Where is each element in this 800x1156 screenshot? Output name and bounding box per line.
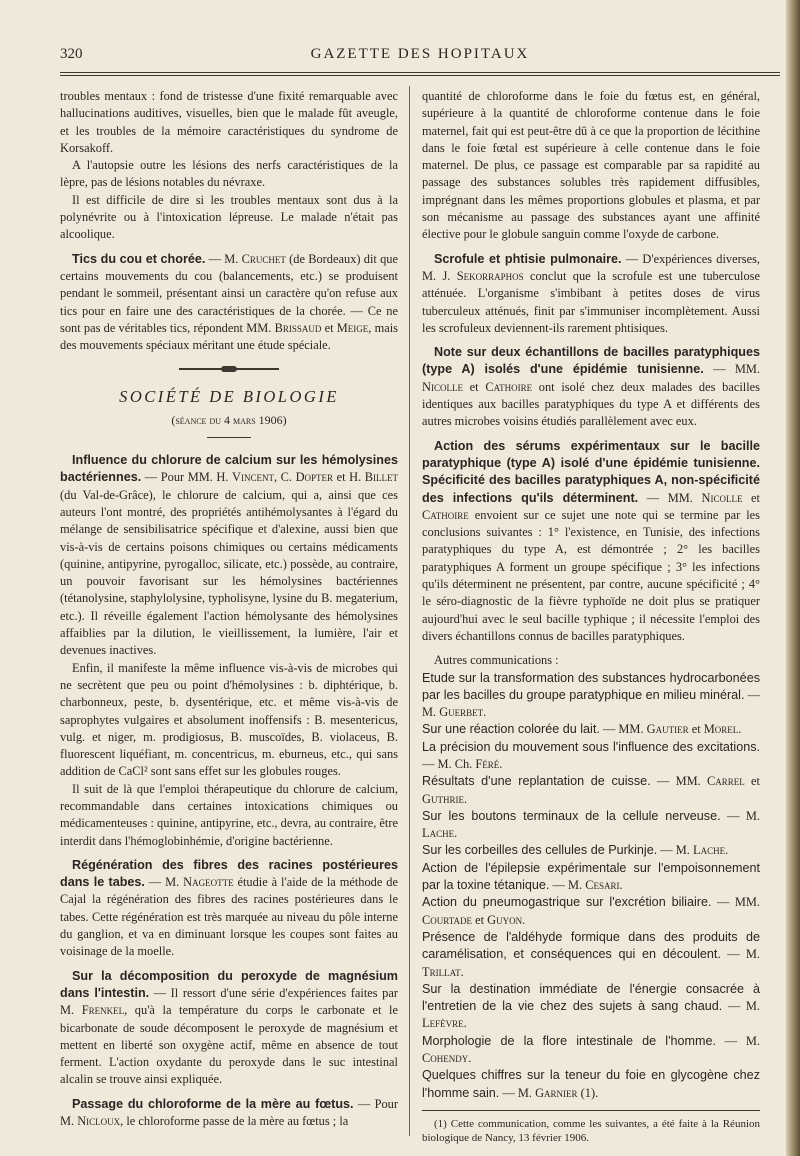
author-name: Nicloux [77,1114,121,1129]
communication-item: Sur une réaction colorée du lait. — MM. Gautier et Morel. [422,722,742,737]
paragraph: troubles mentaux : fond de tristesse d'une fixité remarquable avec hallucinations auditives, visuelles, bien que le malade fût aveugle, et les troubles de la mémoire caractéristiques du syndrome de Korsakoff. [60,89,398,155]
communication-title: Sur la destination immédiate de l'énergie consacrée à l'entretien de la vie chez des sujets à sang chaud. [422,981,760,1014]
article-influence: Influence du chlorure de calcium sur les hémolysines bactériennes. — Pour MM. H. Vincent, C. Dopter et H. Billet (du Val-de-Grâce), le chlorure de calcium, qui a, ainsi que ces auteurs l'ont montré, des propriétés antihémolysantes à l'égard du mélange de sensibilisatrice spécifique et d'alexine, aussi bien que vis-à-vis de certains poisons chimiques ou certains médicaments (quinine, antipyrine, pyrogalloc, silicate, etc.) possède, au contraire, un pouvoir favorisant sur les hémolysines bactériennes (tétanolysine, staphylolysine, typholisyne, lysine du B. megaterium, etc.). Il réveille également l'action hémolysante des hémolysines affaiblies par la dilution, le vieillissement, la lumière, l'air et devenues inactives. [60,453,399,658]
author-name: Guyon [487,912,523,927]
article-regeneration: Régénération des fibres des racines postérieures dans le tabes. — M. Nageotte étudie à l'aide de la méthode de Cajal la régénération des fibres des racines postérieures dans le tabes. Cette régénération est très marquée au niveau du pôle interne du ganglion, et va en diminuant lorsque les coupes sont faites au voisinage de la moelle. [60,857,398,959]
communication-title: Sur une réaction colorée du lait. [422,722,600,737]
communication-title: Etude sur la transformation des substances hydrocarbonées par les bacilles du groupe paratyphique en milieu minéral. [422,670,760,702]
article-title: Tics du cou et chorée. [72,251,206,266]
article-title: Influence du chlorure de calcium sur les hémolysines bactériennes. [60,453,398,485]
article-title: Scrofule et phtisie pulmonaire. [434,251,622,266]
autres-communications-label: Autres communications : [434,653,559,668]
author-name: Guthrie [422,791,464,806]
author-name: Dopter [295,470,334,485]
communication-title: Sur les corbeilles des cellules de Purkinje. [422,843,658,858]
communication-item: Présence de l'aldéhyde formique dans des produits de caramélisation, et conséquences qui en découlent. — M. Trillat. [422,929,761,979]
author-name: Cathoire [422,507,469,522]
communication-title: Quelques chiffres sur la teneur du foie en glycogène chez l'homme sain. [422,1068,760,1100]
author-name: Nicolle [701,490,743,505]
author-name: Sekorraphos [456,268,524,283]
ornament-divider [60,360,398,378]
communication-title: Morphologie de la flore intestinale de l'homme. [422,1033,716,1048]
author-name: Trillat [422,964,461,979]
left-column [60,88,398,1130]
author-name: Gautier [646,722,689,737]
column-divider [409,86,410,1136]
communication-item: Quelques chiffres sur la teneur du foie en glycogène chez l'homme sain. — M. Garnier (1). [422,1068,760,1100]
paragraph: A l'autopsie outre les lésions des nerfs caractéristiques de la lèpre, pas de lésions notables du névraxe. [60,158,398,190]
communication-item: Résultats d'une replantation de cuisse. — MM. Carrel et Guthrie. [422,774,760,806]
society-title: SOCIÉTÉ DE BIOLOGIE [119,387,339,407]
page-edge [786,0,800,1156]
author-name: Nageotte [183,875,234,890]
author-name: Lache [422,826,455,841]
short-rule [207,437,251,438]
author-name: Cesari [585,878,620,893]
author-name: Nicolle [422,379,463,394]
article-passage: Passage du chloroforme de la mère au fœtus. — Pour M. Nicloux, le chloroforme passe de la mère au fœtus ; la [60,1096,398,1129]
communication-item: Etude sur la transformation des substances hydrocarbonées par les bacilles du groupe paratyphique en milieu minéral. — M. Guerbet. [422,670,760,720]
header-rule-double [60,75,780,76]
author-name: Brissaud [274,320,322,335]
author-name: Cruchet [241,251,286,266]
page-number: 320 [60,46,83,62]
communication-item: Sur les boutons terminaux de la cellule nerveuse. — M. Lache. [422,808,760,841]
author-name: Garnier [535,1085,578,1100]
article-tics: Tics du cou et chorée. — M. Cruchet (de Bordeaux) dit que certains mouvements du cou (balancements, etc.) se produisent pendant le sommeil, présentant ainsi un caractère qu'on refuse aux tics pour en faire une des caractéristiques de la chorée. — Ce ne sont pas de véritables tics, répondent MM. Brissaud et Meige, mais des mouvements spéciaux méritant une étude spéciale. [60,251,398,353]
article-scrofule: Scrofule et phtisie pulmonaire. — D'expériences diverses, M. J. Sekorraphos conclut que la scrofule est une tuberculose atténuée. L'organisme s'imbibant à petites doses de virus tuberculeux atténués, finit par s'immuniser incomplètement. Aussi les scrofuleux deviennent-ils rarement phtisiques. [422,251,760,335]
author-name: Carrel [707,774,745,789]
paragraph: Il est difficile de dire si les troubles mentaux sont dus à la polynévrite ou à l'intoxication lépreuse. Le malade n'était pas alcoolique. [60,192,398,242]
communication-item: Action de l'épilepsie expérimentale sur l'empoisonnement par la toxine tétanique. — M. Cesari. [422,860,760,893]
communication-title: Résultats d'une replantation de cuisse. [422,774,651,789]
right-column [422,88,760,1146]
paragraph: Il suit de là que l'emploi thérapeutique du chlorure de calcium, recommandable dans certaines intoxications chimiques ou médicamenteuses : quinine, antipyrine, etc., devra, au contraire, être interdit dans l'hémoglobinhémie, d'origine bactérienne. [60,781,398,848]
author-name: Meige [336,320,369,335]
article-title: Action des sérums expérimentaux sur le bacille paratyphique (type A) isolé d'une épidémie tunisienne. Spécificité des bacilles paratyphiques A, non-spécificité des infections qu'ils déterminent. [422,438,760,505]
page-header [60,40,780,74]
communication-item: Sur les corbeilles des cellules de Purkinje. — M. Lache. [422,843,729,858]
article-title: Régénération des fibres des racines postérieures dans le tabes. [60,857,398,890]
communication-item: Morphologie de la flore intestinale de l'homme. — M. Cohendy. [422,1033,761,1066]
article-serums: Action des sérums expérimentaux sur le bacille paratyphique (type A) isolé d'une épidémie tunisienne. Spécificité des bacilles paratyphiques A, non-spécificité des infections qu'ils déterminent. — MM. Nicolle et Cathoire envoient sur ce sujet une note qui se termine par les conclusions suivantes : 1° l'existence, en Tunisie, des infections paratyphiques du type A, est démontrée ; 2° les bacilles paratyphiques A forment un groupe spécifique ; 3° les infections qu'ils déterminent ne présentent, par contre, aucune spécificité ; 4° le séro-diagnostic de la fièvre typhoïde ne doit plus se pratiquer aujourd'hui avec le seul bacille typhique ; il nécessite l'emploi des divers échantillons connus de bacilles paratyphiques. [422,438,760,643]
communication-title: Action de l'épilepsie expérimentale sur l'empoisonnement par la toxine tétanique. [422,860,760,893]
article-title: Note sur deux échantillons de bacilles paratyphiques (type A) isolés d'une épidémie tunisienne. [422,345,760,377]
communication-item: Sur la destination immédiate de l'énergie consacrée à l'entretien de la vie chez des sujets à sang chaud. — M. Lefèvre. [422,981,760,1031]
communication-title: La précision du mouvement sous l'influence des excitations. [422,739,760,754]
communications-list [422,670,760,1102]
author-name: Cathoire [485,379,533,394]
author-name: Guerbet [439,705,484,720]
communication-title: Action du pneumogastrique sur l'excrétion biliaire. [422,895,712,910]
paragraph: quantité de chloroforme dans le foie du fœtus est, en général, supérieure à la quantité de chloroforme contenue dans le foie maternel, fait qui est peut-être dû à ce que la proportion de lécithine dans le foie fœtal est supérieure à celle contenue dans le foie maternel. De plus, ce passage est comparable par sa rapidité au passage des substances solubles très rapidement diffusibles, imprégnant dans les mêmes proportions globules et plasma, et par son mécanisme au passage des substances ayant une affinité élective pour le globule sanguin comme l'oxyde de carbone. [422,89,760,242]
author-name: Courtade [422,912,472,927]
author-name: Morel [703,722,739,737]
article-bacilles: Note sur deux échantillons de bacilles paratyphiques (type A) isolés d'une épidémie tunisienne. — MM. Nicolle et Cathoire ont isolé chez deux malades des bacilles identiques aux bacilles paratyphiques du type A et différents des autres microbes voisins étudiés parallèlement avec eux. [422,345,760,429]
footnote-rule [422,1110,760,1111]
author-name: Billet [364,470,399,485]
header-rule [60,72,780,73]
article-title: Sur la décomposition du peroxyde de magnésium dans l'intestin. [60,968,398,1000]
author-name: Cohendy [422,1051,469,1066]
author-name: Vincent [232,470,274,485]
session-date: (séance du 4 mars 1906) [171,412,287,427]
author-name: Frenkel [81,1003,125,1018]
communication-item: Action du pneumogastrique sur l'excrétion biliaire. — MM. Courtade et Guyon. [422,895,760,927]
footnote: (1) Cette communication, comme les suivantes, a été faite à la Réunion biologique de Nancy, 13 février 1906. [422,1117,760,1145]
article-decomposition: Sur la décomposition du peroxyde de magnésium dans l'intestin. — Il ressort d'une série d'expériences faites par M. Frenkel, qu'à la température du corps le carbonate et le bicarbonate de soude décomposent le peroxyde de magnésium et mettent en liberté son oxygène actif, même en absence de tout ferment. L'action oxydante du peroxyde dans le suc intestinal alcalin se trouve ainsi expliquée. [60,968,398,1087]
author-name: Féré [475,756,500,771]
communication-item: La précision du mouvement sous l'influence des excitations. — M. Ch. Féré. [422,739,760,771]
communication-title: Sur les boutons terminaux de la cellule nerveuse. [422,808,721,823]
article-title: Passage du chloroforme de la mère au fœtus. [72,1096,354,1111]
paragraph: Enfin, il manifeste la même influence vis-à-vis de microbes qui ne secrètent que peu ou point d'hémolysines : b. diphtérique, b. charbonneux, peste, b. dysentérique, etc. et même vis-à-vis de saprophytes vulgaires et absolument inoffensifs : B. mesentericus, vulg. et niger, m. prodigiosus, B. muscoïdes, B. violaceus, B. fluorescent liquéfiant, m. concentricus, m. eburneus, etc., qui sans addition de CaCl² sont sans effet sur les globules rouges. [60,660,398,779]
journal-title: GAZETTE DES HOPITAUX [310,46,530,62]
author-name: Lache [693,843,726,858]
author-name: Lefèvre [422,1016,464,1031]
communication-title: Présence de l'aldéhyde formique dans des produits de caramélisation, et conséquences qui en découlent. [422,929,760,962]
